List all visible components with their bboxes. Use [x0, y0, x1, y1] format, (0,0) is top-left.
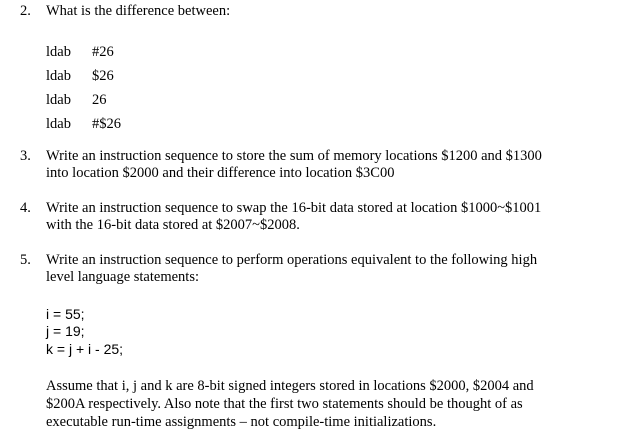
- instruction-operand: #$26: [92, 116, 121, 132]
- note-line: $200A respectively. Also note that the first two statements should be thought of as: [46, 396, 523, 412]
- instruction-operand: #26: [92, 44, 114, 60]
- question-prompt: What is the difference between:: [46, 3, 231, 19]
- instruction-mnemonic: ldab: [46, 92, 71, 108]
- question-text-line: Write an instruction sequence to swap the 16-bit data stored at location $1000~$1001: [46, 200, 542, 216]
- instruction-operand: $26: [92, 68, 114, 84]
- code-statement: j = 19;: [46, 323, 85, 339]
- question-text-line: level language statements:: [46, 269, 200, 285]
- instruction-line: [46, 43, 114, 61]
- question-number: 4.: [20, 200, 31, 216]
- instruction-mnemonic: ldab: [46, 44, 71, 60]
- instruction-line: [46, 115, 121, 133]
- note-line: Assume that i, j and k are 8-bit signed integers stored in locations $2000, $2004 and: [46, 378, 534, 394]
- question-number: 2.: [20, 3, 31, 19]
- instruction-operand: 26: [92, 92, 107, 108]
- instruction-mnemonic: ldab: [46, 116, 71, 132]
- instruction-line: [46, 67, 114, 85]
- question-text-line: Write an instruction sequence to perform operations equivalent to the following high: [46, 252, 538, 268]
- instruction-line: [46, 91, 107, 109]
- code-statement: i = 55;: [46, 306, 85, 322]
- instruction-mnemonic: ldab: [46, 68, 71, 84]
- question-number: 5.: [20, 252, 31, 268]
- question-text-line: Write an instruction sequence to store the sum of memory locations $1200 and $1300: [46, 148, 542, 164]
- question-text-line: with the 16-bit data stored at $2007~$2008.: [46, 217, 300, 233]
- note-line: executable run-time assignments – not compile-time initializations.: [46, 414, 437, 430]
- question-text-line: into location $2000 and their difference into location $3C00: [46, 165, 395, 181]
- code-statement: k = j + i - 25;: [46, 341, 124, 357]
- question-number: 3.: [20, 148, 31, 164]
